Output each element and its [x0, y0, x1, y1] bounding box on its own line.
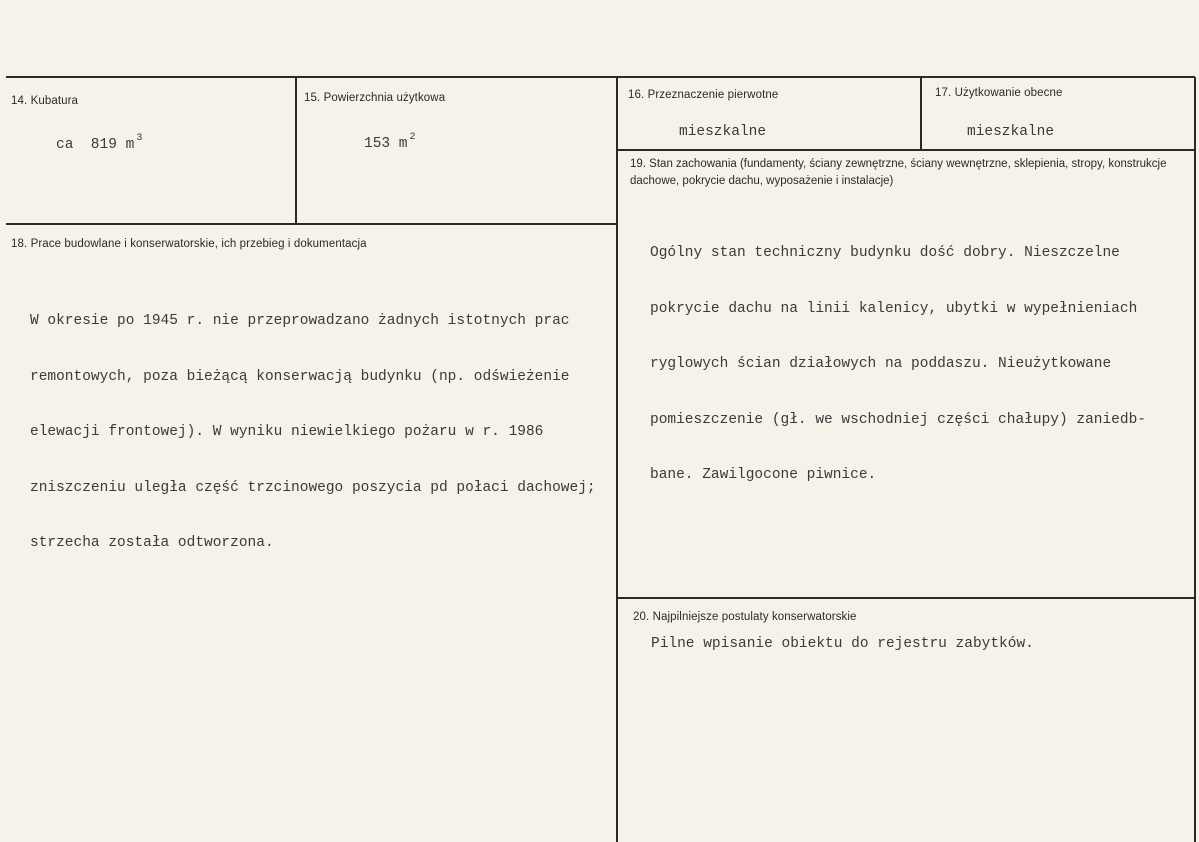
prace-line: zniszczeniu uległa część trzcinowego poszycia pd połaci dachowej; [30, 479, 596, 496]
rule-under-16-17 [618, 149, 1195, 151]
stan-text [650, 207, 1146, 522]
right-edge [1194, 77, 1196, 842]
stan-line: pomieszczenie (gł. we wschodniej części chałupy) zaniedb- [650, 411, 1146, 428]
powierzchnia-value [364, 129, 416, 153]
przeznaczenie-value: mieszkalne [679, 124, 767, 140]
rule-above-20 [618, 597, 1195, 599]
powierzchnia-unit-exponent: 2 [409, 132, 416, 143]
kubatura-unit-exponent: 3 [136, 133, 143, 144]
prace-line: W okresie po 1945 r. nie przeprowadzano żadnych istotnych prac [30, 313, 570, 329]
prace-label: 18. Prace budowlane i konserwatorskie, ich przebieg i dokumentacja [11, 238, 367, 250]
divider-16-17 [920, 77, 922, 150]
top-rule [6, 76, 1195, 78]
stan-line: pokrycie dachu na linii kalenicy, ubytki w wypełnieniach [650, 300, 1138, 317]
stan-label: 19. Stan zachowania (fundamenty, ściany zewnętrzne, ściany wewnętrzne, sklepienia, stropy, konstrukcje dachowe, pokrycie dachu, wyposażenie i instalacje) [630, 158, 1167, 187]
stan-line: bane. Zawilgocone piwnice. [650, 467, 877, 483]
prace-text [30, 275, 596, 590]
uzytkowanie-label: 17. Użytkowanie obecne [935, 87, 1063, 99]
kubatura-label: 14. Kubatura [11, 95, 79, 107]
prace-line: elewacji frontowej). W wyniku niewielkiego pożaru w r. 1986 [30, 424, 544, 440]
prace-line: strzecha została odtworzona. [30, 535, 274, 551]
powierzchnia-label: 15. Powierzchnia użytkowa [304, 92, 446, 104]
divider-center [616, 77, 618, 842]
powierzchnia-value-text: 153 m [364, 136, 408, 152]
kubatura-value [56, 130, 142, 154]
stan-line: Ogólny stan techniczny budynku dość dobry. Nieszczelne [650, 245, 1120, 261]
postulaty-value: Pilne wpisanie obiektu do rejestru zabytków. [651, 636, 1034, 652]
uzytkowanie-value: mieszkalne [967, 124, 1055, 140]
prace-line: remontowych, poza bieżącą konserwacją budynku (np. odświeżenie [30, 368, 570, 385]
przeznaczenie-label: 16. Przeznaczenie pierwotne [628, 89, 779, 101]
stan-line: ryglowych ścian działowych na poddaszu. Nieużytkowane [650, 356, 1112, 372]
kubatura-value-text: ca 819 m [56, 137, 135, 153]
rule-under-14-15 [6, 223, 618, 225]
postulaty-label: 20. Najpilniejsze postulaty konserwatorskie [633, 611, 857, 623]
divider-14-15 [295, 77, 297, 224]
